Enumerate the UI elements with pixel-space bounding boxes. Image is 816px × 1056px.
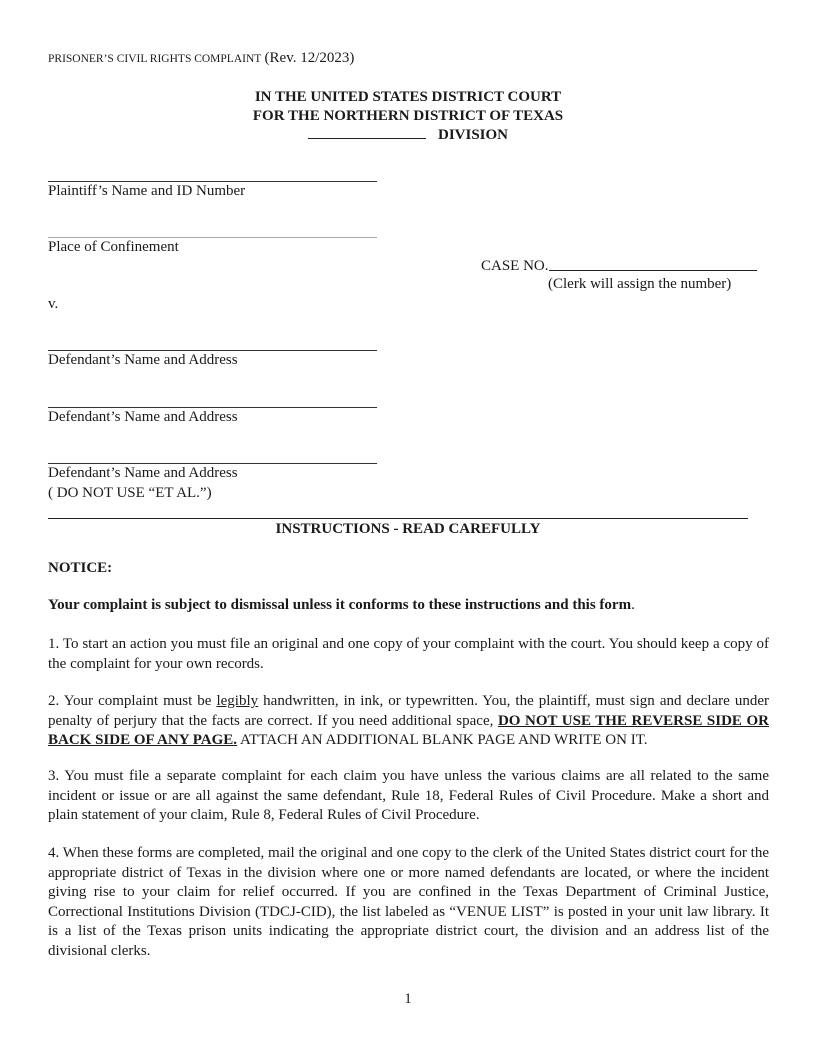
instruction-2-text xyxy=(48,692,769,751)
case-number-note: (Clerk will assign the number) xyxy=(548,276,732,292)
et-al-note: ( DO NOT USE “ET AL.”) xyxy=(48,485,212,501)
defendant-1-label: Defendant’s Name and Address xyxy=(48,352,238,368)
instruction-2-part-c: ATTACH AN ADDITIONAL BLANK PAGE AND WRITE ON IT. xyxy=(237,732,648,748)
dismissal-warning-period: . xyxy=(631,597,635,613)
dismissal-warning xyxy=(48,597,635,614)
section-divider xyxy=(48,518,748,519)
division-label: DIVISION xyxy=(437,127,509,143)
case-number-blank[interactable] xyxy=(549,256,757,271)
defendant-2-label: Defendant’s Name and Address xyxy=(48,409,238,425)
instruction-3 xyxy=(48,767,769,826)
instruction-3-text: 3. You must file a separate complaint for each claim you have unless the various claims are all related to the same incident or issue or are all against the same defendant, Rule 18, Federal Rules of Civil Procedure. Make a short and plain statement of your claim, Rule 8, Federal Rules of Civil Procedure. xyxy=(48,768,769,823)
division-blank[interactable] xyxy=(308,126,426,139)
defendant-3-label: Defendant’s Name and Address xyxy=(48,465,238,481)
instruction-4-text: 4. When these forms are completed, mail the original and one copy to the clerk of the United States district court for the appropriate district of Texas in the division where one or more named defendants are located, or where the incident giving rise to your claim for relief occurred. If you are confined in the Texas Department of Criminal Justice, Correctional Institutions Division (TDCJ-CID), the list labeled as “VENUE LIST” is posted in your unit law library. It is a list of the Texas prison units indicating the appropriate district court, the division and an address list of the divisional clerks. xyxy=(48,845,769,959)
court-heading xyxy=(0,88,816,145)
case-number xyxy=(481,256,757,275)
instruction-2-part-b: handwritten, in ink, or typewritten. You, the plaintiff, must sign and declare under penalty of perjury that the facts are correct. If you need additional space, xyxy=(48,693,769,729)
instruction-4 xyxy=(48,844,769,961)
instructions-title: INSTRUCTIONS - READ CAREFULLY xyxy=(275,521,541,537)
instruction-2 xyxy=(48,692,769,751)
instruction-1-text: 1. To start an action you must file an original and one copy of your complaint with the court. You should keep a copy of the complaint for your own records. xyxy=(48,636,769,672)
legibly-emphasis: legibly xyxy=(216,693,259,709)
instruction-1 xyxy=(48,635,769,674)
plaintiff-name-label: Plaintiff’s Name and ID Number xyxy=(48,183,246,199)
page-number: 1 xyxy=(404,991,412,1007)
reverse-side-warning: DO NOT USE THE REVERSE SIDE OR BACK SIDE OF ANY PAGE. xyxy=(48,712,769,748)
instruction-2-part-a: 2. Your complaint must be xyxy=(48,693,217,709)
place-of-confinement-label: Place of Confinement xyxy=(48,239,179,255)
versus-label: v. xyxy=(48,296,59,312)
form-code-title: PRISONER’S CIVIL RIGHTS COMPLAINT xyxy=(48,53,262,65)
dismissal-warning-text: Your complaint is subject to dismissal unless it conforms to these instructions and this form xyxy=(48,597,632,613)
case-number-label: CASE NO. xyxy=(481,258,549,274)
court-name-line1: IN THE UNITED STATES DISTRICT COURT xyxy=(254,89,562,105)
notice-label: NOTICE: xyxy=(48,560,113,576)
division-line xyxy=(0,126,816,145)
court-name-line2: FOR THE NORTHERN DISTRICT OF TEXAS xyxy=(252,108,564,124)
form-revision: (Rev. 12/2023) xyxy=(264,50,355,66)
form-code-header xyxy=(48,50,354,67)
